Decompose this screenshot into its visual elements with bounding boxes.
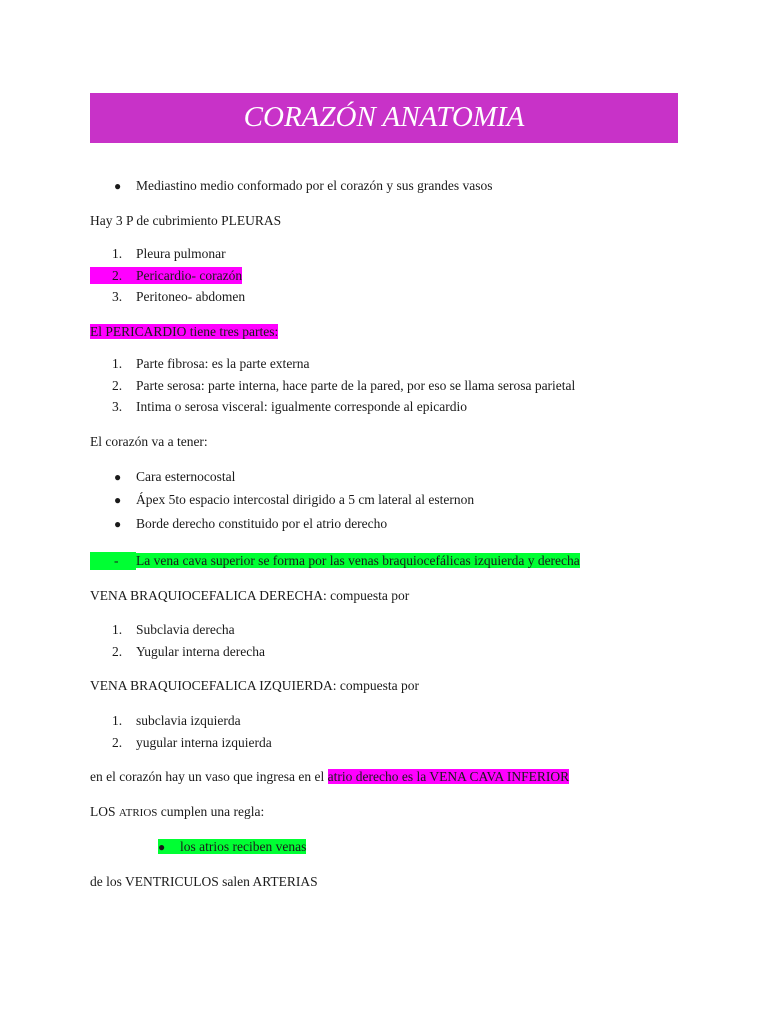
bullet-marker: ● bbox=[114, 179, 122, 193]
list-item: 3. Peritoneo- abdomen bbox=[112, 289, 246, 305]
list-item: ● Borde derecho constituido por el atrio derecho bbox=[90, 515, 678, 533]
braq-derecha-heading: VENA BRAQUIOCEFALICA DERECHA: compuesta por bbox=[90, 587, 410, 603]
atrios-rule-line: ● los atrios reciben venas bbox=[158, 839, 307, 855]
pericardio-list bbox=[90, 355, 678, 416]
dash-marker: - bbox=[90, 552, 136, 570]
bullet-marker: ● bbox=[114, 493, 122, 508]
intro-list bbox=[90, 177, 678, 195]
list-item: 2. Parte serosa: parte interna, hace parte de la pared, por eso se llama serosa parietal bbox=[112, 377, 576, 393]
bullet-marker: ● bbox=[114, 469, 122, 484]
pleuras-heading: Hay 3 P de cubrimiento PLEURAS bbox=[90, 212, 282, 228]
list-item: ● Cara esternocostal bbox=[90, 468, 678, 486]
corazon-heading: El corazón va a tener: bbox=[90, 433, 208, 449]
list-item: 1. Subclavia derecha bbox=[112, 622, 235, 638]
list-item: 1. Pleura pulmonar bbox=[112, 246, 226, 262]
list-item: 2. yugular interna izquierda bbox=[112, 734, 272, 750]
vaso-line: en el corazón hay un vaso que ingresa en el atrio derecho es la VENA CAVA INFERIOR bbox=[90, 769, 570, 785]
document-page bbox=[90, 93, 678, 890]
vena-cava-line: - La vena cava superior se forma por las venas braquiocefálicas izquierda y derecha bbox=[90, 552, 678, 570]
pericardio-heading: El PERICARDIO tiene tres partes: bbox=[90, 323, 279, 339]
list-item: 1. Parte fibrosa: es la parte externa bbox=[112, 356, 310, 372]
corazon-list bbox=[90, 468, 678, 533]
braq-izquierda-list bbox=[90, 712, 678, 751]
list-item: ● Mediastino medio conformado por el corazón y sus grandes vasos bbox=[90, 177, 678, 195]
braq-izquierda-heading: VENA BRAQUIOCEFALICA IZQUIERDA: compuesta por bbox=[90, 678, 419, 694]
atrios-line: LOS ATRIOS cumplen una regla: bbox=[90, 803, 265, 819]
title-banner bbox=[90, 93, 678, 143]
ventriculos-line: de los VENTRICULOS salen ARTERIAS bbox=[90, 873, 318, 889]
bullet-marker: ● bbox=[158, 840, 166, 855]
list-item: 1. subclavia izquierda bbox=[112, 713, 241, 729]
list-item: ● Ápex 5to espacio intercostal dirigido a 5 cm lateral al esternon bbox=[90, 491, 678, 509]
list-item-highlighted: 2. Pericardio- corazón bbox=[90, 267, 678, 285]
braq-derecha-list bbox=[90, 621, 678, 660]
bullet-marker: ● bbox=[114, 516, 122, 531]
page-title: CORAZÓN ANATOMIA bbox=[243, 101, 525, 134]
list-item: 2. Yugular interna derecha bbox=[112, 643, 265, 659]
pleuras-list bbox=[90, 245, 678, 306]
list-item: 3. Intima o serosa visceral: igualmente corresponde al epicardio bbox=[112, 399, 467, 415]
